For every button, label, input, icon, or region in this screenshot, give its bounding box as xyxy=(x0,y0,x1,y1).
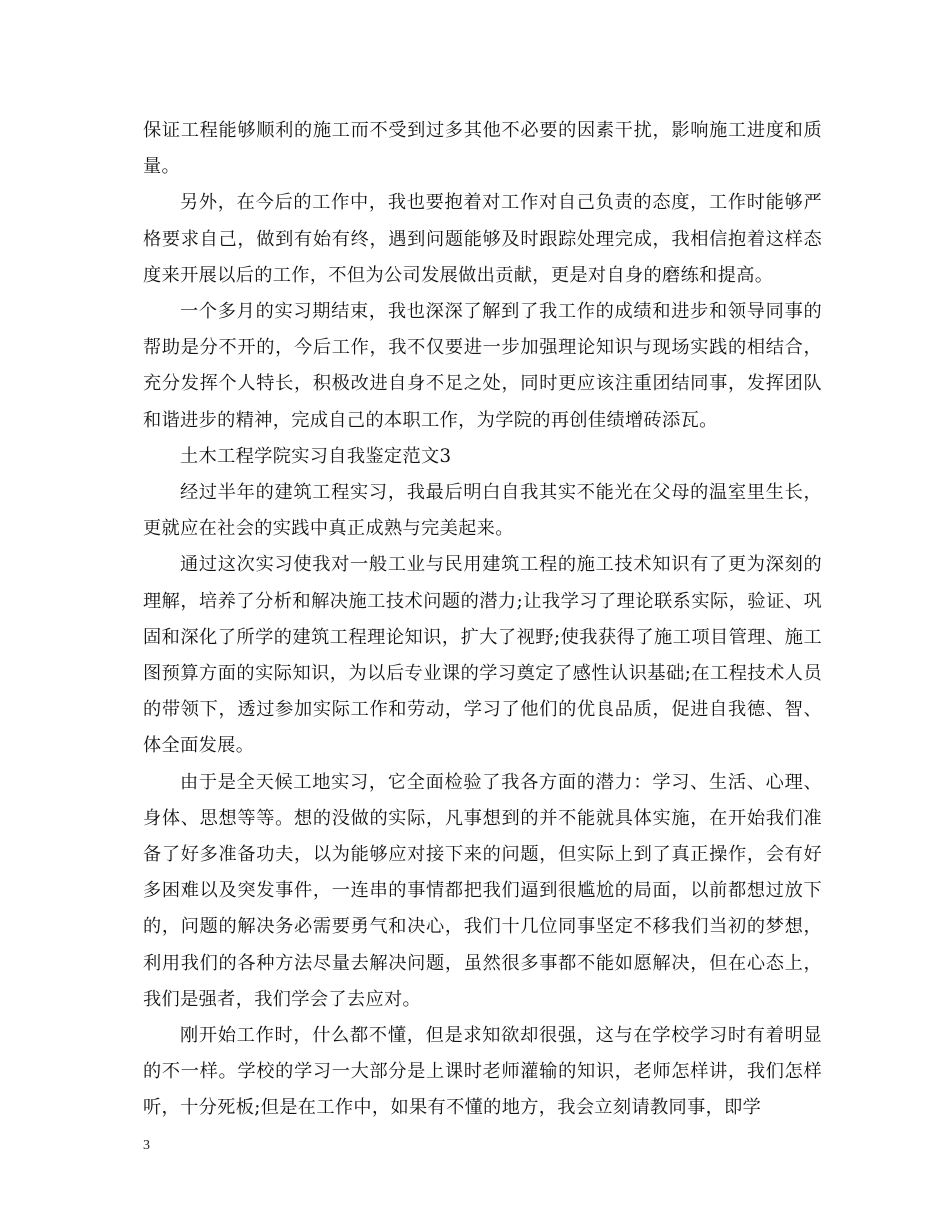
paragraph-7: 由于是全天候工地实习，它全面检验了我各方面的潜力：学习、生活、心理、身体、思想等等。想的没做的实际，凡事想到的并不能就具体实施，在开始我们准备了好多准备功夫，以为能够应对接下来的问题，但实际上到了真正操作，会有好多困难以及突发事件，一连串的事情都把我们逼到很尴尬的局面，以前都想过放下的，问题的解决务必需要勇气和决心，我们十几位同事坚定不移我们当初的梦想，利用我们的各种方法尽量去解决问题，虽然很多事都不能如愿解决，但在心态上，我们是强者，我们学会了去应对。 xyxy=(143,771,822,1010)
paragraph-1: 保证工程能够顺利的施工而不受到过多其他不必要的因素干扰，影响施工进度和质量。 xyxy=(143,120,822,178)
paragraph-8: 刚开始工作时，什么都不懂，但是求知欲却很强，这与在学校学习时有着明显的不一样。学校的学习一大部分是上课时老师灌输的知识，老师怎样讲，我们怎样听，十分死板;但是在工作中，如果有不懂的地方，我会立刻请教同事，即学 xyxy=(143,1025,822,1119)
page-number: 3 xyxy=(143,1138,150,1153)
section-heading: 土木工程学院实习自我鉴定范文3 xyxy=(180,445,452,467)
paragraph-6: 通过这次实习使我对一般工业与民用建筑工程的施工技术知识有了更为深刻的理解，培养了分析和解决施工技术问题的潜力;让我学习了理论联系实际，验证、巩固和深化了所学的建筑工程理论知识，扩大了视野;使我获得了施工项目管理、施工图预算方面的实际知识，为以后专业课的学习奠定了感性认识基础;在工程技术人员的带领下，透过参加实际工作和劳动，学习了他们的优良品质，促进自我德、智、体全面发展。 xyxy=(143,554,822,757)
paragraph-2: 另外，在今后的工作中，我也要抱着对工作对自己负责的态度，工作时能够严格要求自己，做到有始有终，遇到问题能够及时跟踪处理完成，我相信抱着这样态度来开展以后的工作，不但为公司发展做出贡献，更是对自身的磨练和提高。 xyxy=(143,192,822,286)
document-body xyxy=(143,113,822,1127)
paragraph-3: 一个多月的实习期结束，我也深深了解到了我工作的成绩和进步和领导同事的帮助是分不开的，今后工作，我不仅要进一步加强理论知识与现场实践的相结合，充分发挥个人特长，积极改进自身不足之处，同时更应该注重团结同事，发挥团队和谐进步的精神，完成自己的本职工作，为学院的再创佳绩增砖添瓦。 xyxy=(143,301,822,431)
paragraph-5: 经过半年的建筑工程实习，我最后明白自我其实不能光在父母的温室里生长，更就应在社会的实践中真正成熟与完美起来。 xyxy=(143,482,822,540)
